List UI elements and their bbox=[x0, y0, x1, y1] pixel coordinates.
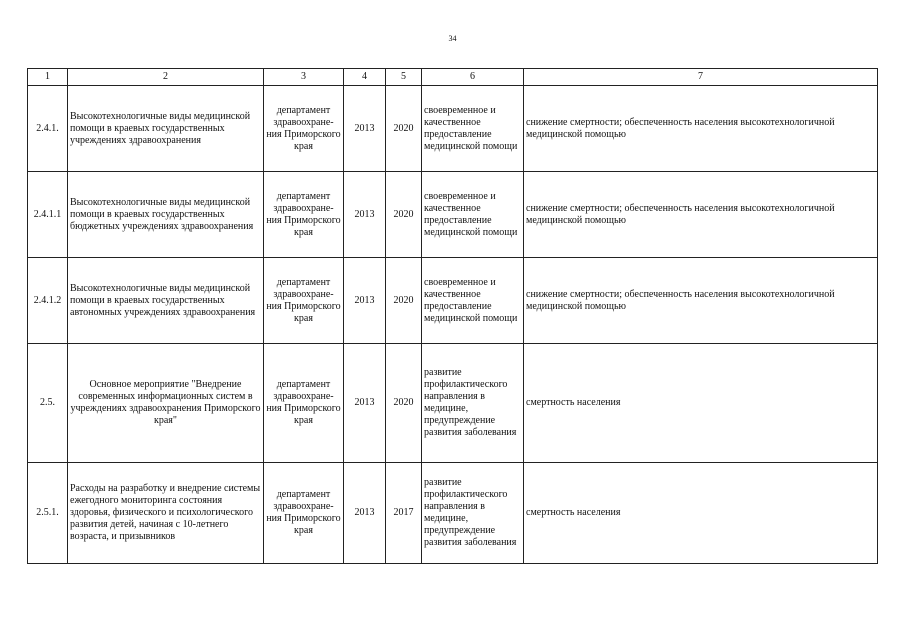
start-year: 2013 bbox=[344, 463, 386, 564]
end-year: 2020 bbox=[386, 86, 422, 172]
column-header: 6 bbox=[422, 69, 524, 86]
start-year: 2013 bbox=[344, 344, 386, 463]
table-row bbox=[28, 463, 878, 564]
expected-result: развитие профилактического направления в медицине, предупреждение развития заболевания bbox=[422, 344, 524, 463]
expected-result: своевременное и качественное предоставление медицинской помощи bbox=[422, 86, 524, 172]
column-header: 2 bbox=[68, 69, 264, 86]
column-header: 7 bbox=[524, 69, 878, 86]
start-year: 2013 bbox=[344, 172, 386, 258]
table-row bbox=[28, 86, 878, 172]
column-header: 3 bbox=[264, 69, 344, 86]
measure-name: Высокотехнологичные виды медицинской помощи в краевых государственных бюджетных учреждениях здравоохранения bbox=[68, 172, 264, 258]
page-number: 34 bbox=[448, 34, 457, 43]
column-header: 5 bbox=[386, 69, 422, 86]
indicator: снижение смертности; обеспеченность населения высокотехнологичной медицинской помощью bbox=[524, 86, 878, 172]
end-year: 2017 bbox=[386, 463, 422, 564]
executor: департамент здравоохране-ния Приморского края bbox=[264, 258, 344, 344]
expected-result: своевременное и качественное предоставление медицинской помощи bbox=[422, 258, 524, 344]
expected-result: развитие профилактического направления в медицине, предупреждение развития заболевания bbox=[422, 463, 524, 564]
executor: департамент здравоохране-ния Приморского края bbox=[264, 86, 344, 172]
table-row bbox=[28, 344, 878, 463]
table-row bbox=[28, 172, 878, 258]
row-number: 2.5.1. bbox=[28, 463, 68, 564]
row-number: 2.5. bbox=[28, 344, 68, 463]
end-year: 2020 bbox=[386, 344, 422, 463]
measures-table bbox=[27, 68, 878, 564]
measure-name: Высокотехнологичные виды медицинской помощи в краевых государственных учреждениях здравоохранения bbox=[68, 86, 264, 172]
indicator: снижение смертности; обеспеченность населения высокотехнологичной медицинской помощью bbox=[524, 172, 878, 258]
expected-result: своевременное и качественное предоставление медицинской помощи bbox=[422, 172, 524, 258]
executor: департамент здравоохране-ния Приморского края bbox=[264, 344, 344, 463]
start-year: 2013 bbox=[344, 86, 386, 172]
start-year: 2013 bbox=[344, 258, 386, 344]
header-row bbox=[28, 69, 878, 86]
measure-name: Основное мероприятие "Внедрение современных информационных систем в учреждениях здравоохранения Приморского края" bbox=[68, 344, 264, 463]
end-year: 2020 bbox=[386, 258, 422, 344]
row-number: 2.4.1.1 bbox=[28, 172, 68, 258]
measure-name: Высокотехнологичные виды медицинской помощи в краевых государственных автономных учреждениях здравоохранения bbox=[68, 258, 264, 344]
end-year: 2020 bbox=[386, 172, 422, 258]
row-number: 2.4.1. bbox=[28, 86, 68, 172]
executor: департамент здравоохране-ния Приморского края bbox=[264, 172, 344, 258]
indicator: смертность населения bbox=[524, 463, 878, 564]
measure-name: Расходы на разработку и внедрение системы ежегодного мониторинга состояния здоровья, физического и психологического развития детей, начиная с 10-летнего возраста, и призывников bbox=[68, 463, 264, 564]
indicator: снижение смертности; обеспеченность населения высокотехнологичной медицинской помощью bbox=[524, 258, 878, 344]
executor: департамент здравоохране-ния Приморского края bbox=[264, 463, 344, 564]
column-header: 1 bbox=[28, 69, 68, 86]
row-number: 2.4.1.2 bbox=[28, 258, 68, 344]
indicator: смертность населения bbox=[524, 344, 878, 463]
column-header: 4 bbox=[344, 69, 386, 86]
table-row bbox=[28, 258, 878, 344]
